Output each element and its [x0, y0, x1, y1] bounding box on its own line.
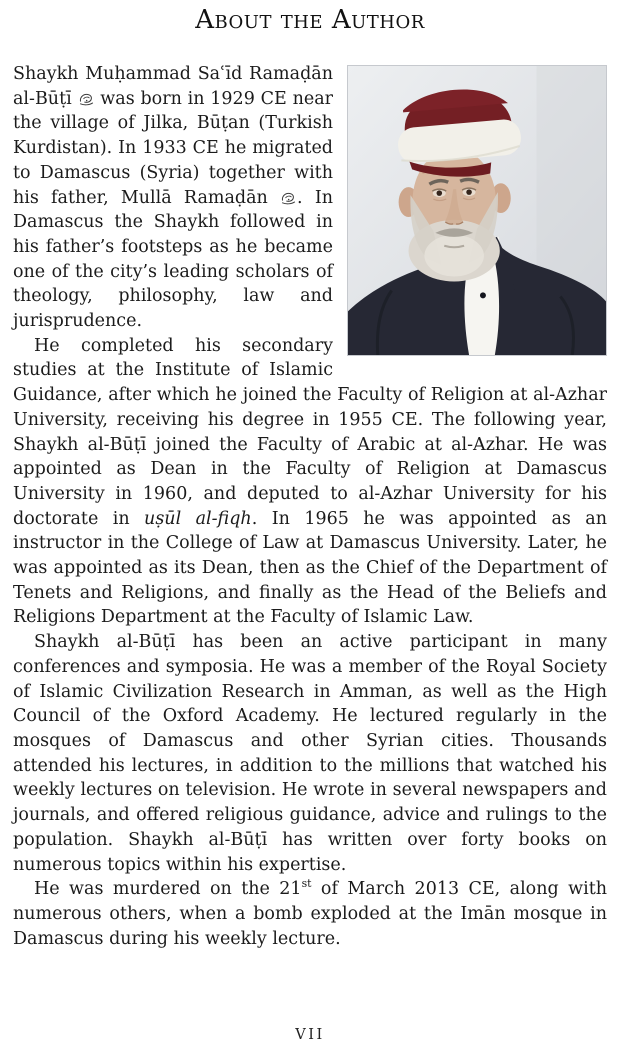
- about-paragraph-2: [13, 334, 607, 630]
- text-segment: Shaykh Muḥammad Saʿīd Ramaḍān al-Būṭī: [13, 64, 333, 109]
- page-title: About the Author: [195, 5, 425, 35]
- author-portrait-illustration: [348, 66, 606, 355]
- text-segment: of March 2013 CE, along with numerous others, when a bomb exploded at the Imān mosque in Damascus during his weekly lecture.: [13, 879, 607, 949]
- text-segment: He completed his secondary studies at the Institute of Islamic Guidance, after which he joined the Faculty of Religion at al-Azhar University, receiving his degree in 1955 CE. The following year, Shaykh al-Būṭī joined the Faculty of Arabic at al-Azhar. He was appointed as Dean in the Faculty of Religion at Damascus University in 1960, and deputed to al-Azhar University for his doctorate in: [13, 335, 607, 529]
- text-segment: . In Damascus the Shaykh followed in his father’s footsteps as he became one of the city’s leading scholars of theology, philosophy, law and jurisprudence.: [13, 187, 334, 332]
- text-segment: was born in 1929 CE near the village of Jilka, Būṭan (Turkish Kurdistan). In 1933 CE he migrated to Damascus (Syria) together with his father, Mullā Ramaḍān: [13, 88, 333, 208]
- text-segment: . In 1965 he was appointed as an instructor in the College of Law at Damascus University. Later, he was appointed as its Dean, then as the Chief of the Department of Tenets and Religions, and finally as the Head of the Beliefs and Religions Department at the Faculty of Islamic Law.: [13, 508, 607, 628]
- about-paragraph-1: [13, 62, 607, 334]
- body-text: [13, 62, 607, 951]
- about-paragraph-3: [13, 630, 607, 877]
- arabic-honorific-icon: [280, 186, 297, 211]
- text-segment: He was murdered on the 21: [34, 879, 302, 900]
- arabic-honorific-icon: [78, 87, 95, 112]
- page-number: VII: [295, 1027, 325, 1043]
- ordinal-superscript: st: [301, 877, 312, 891]
- text-segment: Shaykh al-Būṭī has been an active participant in many conferences and symposia. He was a member of the Royal Society of Islamic Civilization Research in Amman, as well as the High Council of the Oxford Academy. He lectured regularly in the mosques of Damascus and other Syrian cities. Thousands attended his lectures, in addition to the millions that watched his weekly lectures on television. He wrote in several newspapers and journals, and offered religious guidance, advice and rulings to the population. Shaykh al-Būṭī has written over forty books on numerous topics within his expertise.: [13, 632, 607, 875]
- author-photo: [347, 65, 607, 356]
- about-paragraph-4: [13, 877, 607, 951]
- italic-term: uṣūl al-fiqh: [144, 508, 252, 529]
